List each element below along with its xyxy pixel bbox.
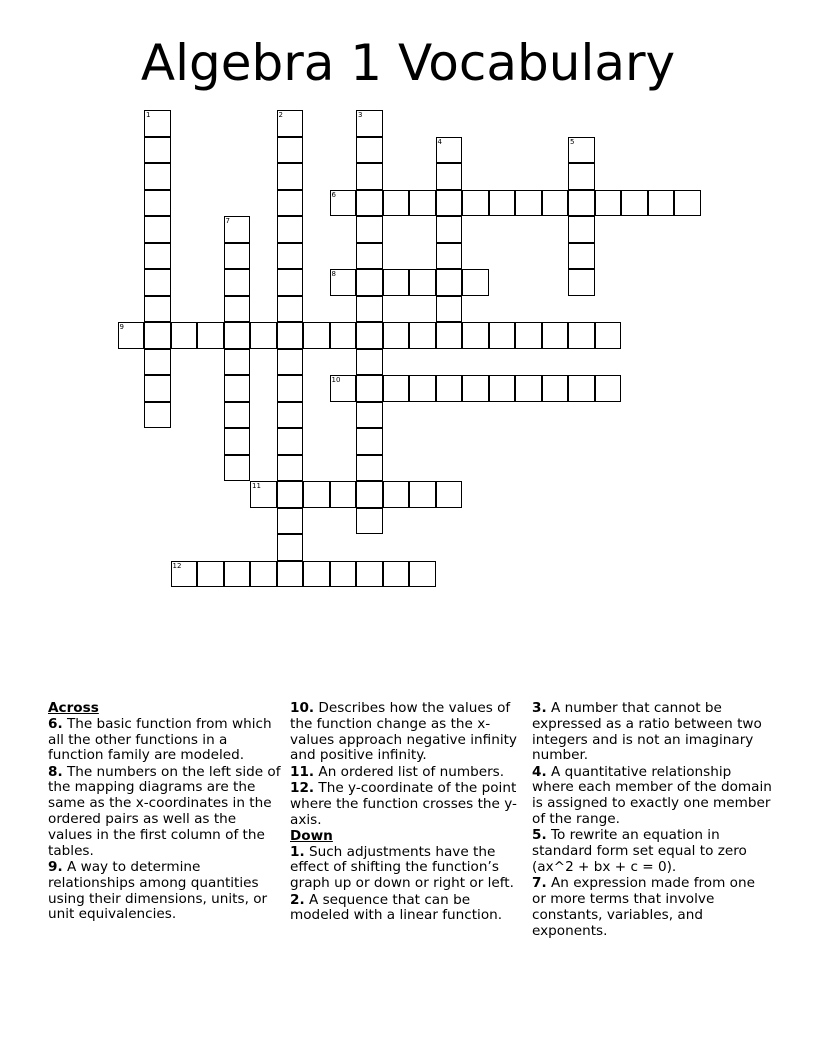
crossword-cell[interactable] <box>383 190 410 217</box>
crossword-cell[interactable] <box>409 269 436 296</box>
crossword-cell[interactable] <box>356 455 383 482</box>
crossword-cell[interactable] <box>303 322 330 349</box>
crossword-cell[interactable] <box>515 375 542 402</box>
crossword-cell[interactable] <box>277 428 304 455</box>
crossword-cell[interactable] <box>436 190 463 217</box>
crossword-cell[interactable] <box>515 190 542 217</box>
crossword-cell[interactable] <box>277 216 304 243</box>
clue-number: 6 <box>331 190 336 199</box>
down-heading: Down <box>290 827 333 844</box>
clue-number: 5 <box>570 137 575 146</box>
crossword-cell[interactable] <box>648 190 675 217</box>
clue-down-1: 1. Such adjustments have the effect of shifting the function’s graph up or down or right or left. <box>290 843 514 892</box>
crossword-cell[interactable] <box>277 190 304 217</box>
crossword-cell[interactable] <box>144 110 171 137</box>
crossword-cell[interactable] <box>356 375 383 402</box>
crossword-cell[interactable] <box>224 455 251 482</box>
crossword-cell[interactable] <box>383 375 410 402</box>
crossword-cell[interactable] <box>356 349 383 376</box>
crossword-cell[interactable] <box>277 243 304 270</box>
crossword-cell[interactable] <box>330 190 357 217</box>
crossword-cell[interactable] <box>568 375 595 402</box>
crossword-cell[interactable] <box>409 322 436 349</box>
crossword-cell[interactable] <box>303 481 330 508</box>
crossword-cell[interactable] <box>409 561 436 588</box>
crossword-cell[interactable] <box>197 561 224 588</box>
crossword-cell[interactable] <box>568 137 595 164</box>
crossword-cell[interactable] <box>277 561 304 588</box>
crossword-cell[interactable] <box>489 190 516 217</box>
clue-across-8: 8. The numbers on the left side of the mapping diagrams are the same as the x-coordinates in the ordered pairs as well as the values in the first column of the tables. <box>48 763 281 859</box>
crossword-cell[interactable] <box>144 269 171 296</box>
crossword-cell[interactable] <box>356 190 383 217</box>
crossword-cell[interactable] <box>144 375 171 402</box>
crossword-cell[interactable] <box>171 322 198 349</box>
crossword-cell[interactable] <box>356 110 383 137</box>
crossword-cell[interactable] <box>436 269 463 296</box>
crossword-cell[interactable] <box>383 561 410 588</box>
clue-across-11: 11. An ordered list of numbers. <box>290 763 505 780</box>
clue-number: 1 <box>146 111 151 119</box>
crossword-cell[interactable] <box>224 322 251 349</box>
crossword-cell[interactable] <box>277 269 304 296</box>
crossword-cell[interactable] <box>542 190 569 217</box>
crossword-cell[interactable] <box>436 137 463 164</box>
page-title: Algebra 1 Vocabulary <box>140 34 676 92</box>
crossword-cell[interactable] <box>436 481 463 508</box>
crossword-cell[interactable] <box>250 322 277 349</box>
clues-column-1 <box>48 701 284 924</box>
crossword-cell[interactable] <box>277 110 304 137</box>
crossword-cell[interactable] <box>436 243 463 270</box>
crossword-cell[interactable] <box>462 322 489 349</box>
crossword-cell[interactable] <box>436 375 463 402</box>
crossword-cell[interactable] <box>277 534 304 561</box>
crossword-cell[interactable] <box>568 163 595 190</box>
crossword-cell[interactable] <box>144 322 171 349</box>
crossword-cell[interactable] <box>409 481 436 508</box>
crossword-cell[interactable] <box>595 322 622 349</box>
crossword-cell[interactable] <box>277 137 304 164</box>
clue-down-5: 5. To rewrite an equation in standard form set equal to zero (ax^2 + bx + c = 0). <box>532 827 747 875</box>
crossword-cell[interactable] <box>144 216 171 243</box>
crossword-cell[interactable] <box>330 322 357 349</box>
clue-number: 12 <box>172 561 182 570</box>
crossword-cell[interactable] <box>330 269 357 296</box>
crossword-cell[interactable] <box>568 269 595 296</box>
crossword-cell[interactable] <box>356 216 383 243</box>
clue-across-12: 12. The y-coordinate of the point where the function crosses the y-axis. <box>290 779 517 828</box>
crossword-cell[interactable] <box>542 322 569 349</box>
clue-down-7: 7. An expression made from one or more terms that involve constants, variables, and exponents. <box>532 875 755 939</box>
clue-number: 7 <box>225 217 230 225</box>
crossword-cell[interactable] <box>489 375 516 402</box>
crossword-cell[interactable] <box>489 322 516 349</box>
crossword-cell[interactable] <box>436 163 463 190</box>
crossword-cell[interactable] <box>568 216 595 243</box>
clue-number: 3 <box>358 111 363 119</box>
crossword-cell[interactable] <box>277 375 304 402</box>
crossword-cell[interactable] <box>144 243 171 270</box>
crossword-cell[interactable] <box>356 137 383 164</box>
clues-column-3 <box>532 701 772 940</box>
clue-across-10: 10. Describes how the values of the function change as the x-values approach negative infinity and positive infinity. <box>290 700 517 764</box>
crossword-cell[interactable] <box>144 349 171 376</box>
crossword-cell[interactable] <box>383 322 410 349</box>
crossword-cell[interactable] <box>224 375 251 402</box>
crossword-cell[interactable] <box>409 190 436 217</box>
crossword-cell[interactable] <box>224 402 251 429</box>
crossword-cell[interactable] <box>462 190 489 217</box>
crossword-cell[interactable] <box>462 269 489 296</box>
crossword-cell[interactable] <box>144 137 171 164</box>
crossword-cell[interactable] <box>542 375 569 402</box>
clue-number: 10 <box>331 376 341 384</box>
crossword-cell[interactable] <box>277 163 304 190</box>
crossword-cell[interactable] <box>224 349 251 376</box>
crossword-cell[interactable] <box>356 428 383 455</box>
crossword-cell[interactable] <box>436 216 463 243</box>
crossword-cell[interactable] <box>356 561 383 588</box>
crossword-cell[interactable] <box>515 322 542 349</box>
clues-column-2 <box>290 701 528 925</box>
crossword-cell[interactable] <box>356 402 383 429</box>
crossword-cell[interactable] <box>144 402 171 429</box>
clue-down-2: 2. A sequence that can be modeled with a linear function. <box>290 891 503 924</box>
crossword-cell[interactable] <box>568 190 595 217</box>
across-heading: Across <box>48 700 99 716</box>
crossword-cell[interactable] <box>250 481 277 508</box>
crossword-cell[interactable] <box>224 243 251 270</box>
crossword-cell[interactable] <box>383 269 410 296</box>
clue-across-6: 6. The basic function from which all the other functions in a function family are modeled. <box>48 715 272 764</box>
crossword-cell[interactable] <box>277 296 304 323</box>
clue-number: 8 <box>331 270 336 278</box>
clue-down-3: 3. A number that cannot be expressed as a ratio between two integers and is not an imaginary number. <box>532 700 762 764</box>
crossword-cell[interactable] <box>224 561 251 588</box>
clue-down-4: 4. A quantitative relationship where each member of the domain is assigned to exactly one member of the range. <box>532 763 772 828</box>
clue-number: 2 <box>278 111 283 119</box>
crossword-cell[interactable] <box>356 296 383 323</box>
crossword-cell[interactable] <box>383 481 410 508</box>
crossword-cell[interactable] <box>409 375 436 402</box>
clue-across-9: 9. A way to determine relationships among quantities using their dimensions, units, or unit equivalencies. <box>48 858 268 923</box>
crossword-cell[interactable] <box>171 561 198 588</box>
crossword-cell[interactable] <box>595 375 622 402</box>
crossword-cell[interactable] <box>197 322 224 349</box>
crossword-cell[interactable] <box>144 163 171 190</box>
crossword-cell[interactable] <box>250 561 277 588</box>
crossword-cell[interactable] <box>277 455 304 482</box>
crossword-cell[interactable] <box>330 561 357 588</box>
clue-number: 4 <box>437 137 442 146</box>
crossword-cell[interactable] <box>224 269 251 296</box>
crossword-cell[interactable] <box>568 243 595 270</box>
crossword-cell[interactable] <box>224 428 251 455</box>
crossword-cell[interactable] <box>144 296 171 323</box>
crossword-cell[interactable] <box>436 296 463 323</box>
crossword-cell[interactable] <box>277 322 304 349</box>
crossword-cell[interactable] <box>356 163 383 190</box>
crossword-cell[interactable] <box>277 508 304 535</box>
crossword-cell[interactable] <box>277 481 304 508</box>
crossword-cell[interactable] <box>595 190 622 217</box>
crossword-cell[interactable] <box>674 190 701 217</box>
crossword-cell[interactable] <box>118 322 145 349</box>
crossword-cell[interactable] <box>568 322 595 349</box>
crossword-cell[interactable] <box>356 481 383 508</box>
crossword-cell[interactable] <box>356 508 383 535</box>
crossword-cell[interactable] <box>330 481 357 508</box>
crossword-cell[interactable] <box>224 216 251 243</box>
crossword-cell[interactable] <box>356 269 383 296</box>
crossword-cell[interactable] <box>303 561 330 588</box>
crossword-cell[interactable] <box>356 243 383 270</box>
crossword-cell[interactable] <box>330 375 357 402</box>
crossword-cell[interactable] <box>462 375 489 402</box>
crossword-cell[interactable] <box>277 349 304 376</box>
crossword-cell[interactable] <box>144 190 171 217</box>
crossword-cell[interactable] <box>621 190 648 217</box>
crossword-cell[interactable] <box>356 322 383 349</box>
crossword-cell[interactable] <box>277 402 304 429</box>
crossword-cell[interactable] <box>224 296 251 323</box>
clue-number: 9 <box>119 323 124 331</box>
crossword-cell[interactable] <box>436 322 463 349</box>
clue-number: 11 <box>252 482 261 490</box>
